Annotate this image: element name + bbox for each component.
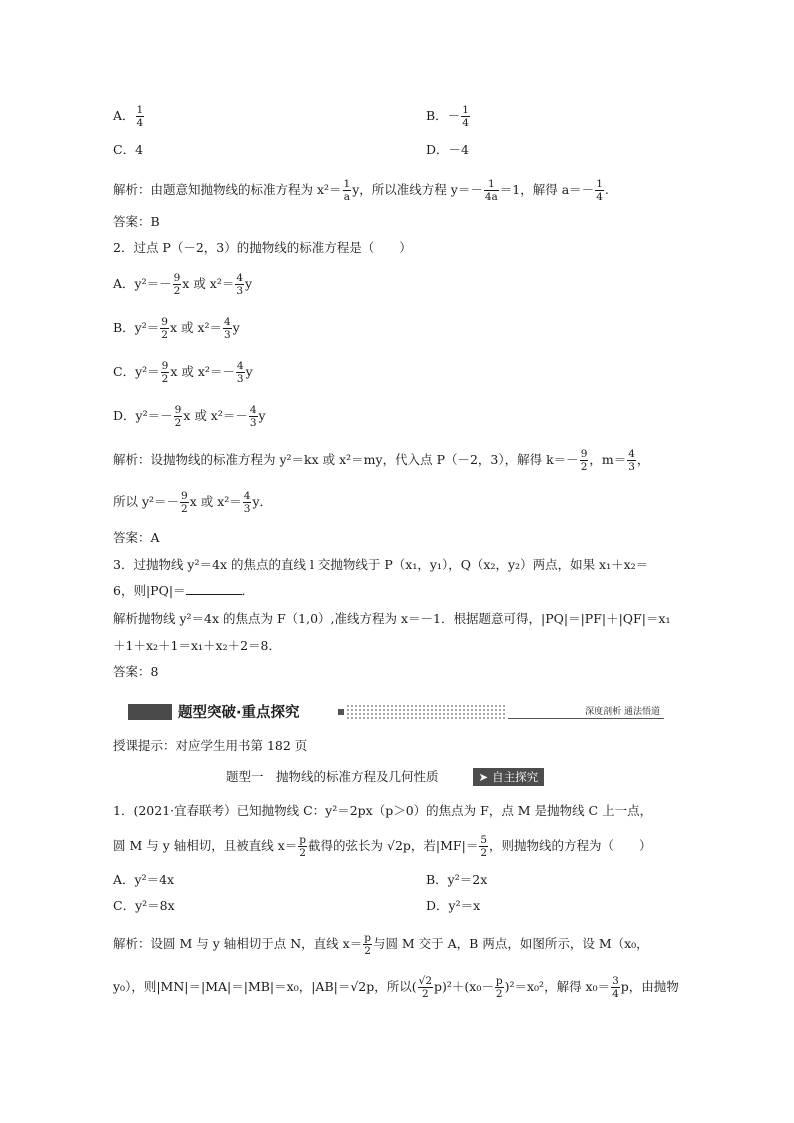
p1-analysis: 解析：设圆 M 与 y 轴相切于点 N，直线 x＝ $\frac{p}{2}$ 与圆 M 交于 A，B 两点，如图所示，设 M（x₀， — [113, 932, 649, 957]
q2-option-d: D．y²＝－ $\frac{9}{2}$ x 或 x²＝－ $\frac{4}{3}$ y — [113, 404, 266, 429]
section-banner — [128, 700, 664, 724]
q2-option-b: B．y²＝ $\frac{9}{2}$ x 或 x²＝ $\frac{4}{3}$ y — [113, 316, 240, 341]
q3-stem: 3．过抛物线 y²＝4x 的焦点的直线 l 交抛物线于 P（x₁，y₁），Q（x₂，y₂）两点，如果 x₁＋x₂＝ — [113, 557, 649, 572]
p1-option-c: C．y²＝8x D．y²＝x — [113, 896, 175, 916]
q3-analysis-cont: ＋1＋x₂＋1＝x₁＋x₂＋2＝8． — [113, 638, 281, 653]
fraction: $\frac{1}{4}$ — [136, 104, 144, 129]
p1-option-b: B．y²＝2x — [426, 872, 488, 887]
banner-subtitle: 深度剖析 通法悟道 — [585, 707, 660, 717]
banner-dots — [346, 704, 506, 720]
q2-analysis: 解析：设抛物线的标准方程为 y²＝kx 或 x²＝my，代入点 P（－2，3），解得 k＝－ $\frac{9}{2}$ ，m＝ $\frac{4}{3}$ ， — [113, 448, 650, 473]
banner-square — [338, 709, 344, 715]
p1-analysis-cont: y₀），则|MN|＝|MA|＝|MB|＝x₀，|AB|＝√2p，所以( $\frac{√2}{2}$ p)²＋(x₀－ $\frac{p}{2}$ )²＝x₀²，解得 x₀＝ $\frac{3}{4}$ p，由抛物 — [113, 975, 679, 1000]
self-explore-tag: ➤ 自主探究 — [473, 768, 545, 786]
banner-rule — [508, 718, 664, 719]
q2-stem: 2．过点 P（－2，3）的抛物线的标准方程是（ ） — [113, 240, 412, 255]
p1-stem: 1．(2021·宜春联考）已知抛物线 C：y²＝2px（p＞0）的焦点为 F，点 M 是抛物线 C 上一点， — [113, 803, 653, 818]
type-heading: 题型一 抛物线的标准方程及几何性质 ➤ 自主探究 — [226, 767, 544, 786]
banner-title: 题型突破·重点探究 — [178, 705, 300, 721]
arrow-icon: ➤ — [478, 770, 489, 784]
q2-answer: 答案：A — [113, 530, 160, 545]
q3-stem-cont: 6，则|PQ|＝ ． — [113, 583, 255, 598]
q1-analysis: 解析：由题意知抛物线的标准方程为 x²＝ $\frac{1}{a}$ y，所以准线方程 y＝－ $\frac{1}{4a}$ ＝1，解得 a＝－ $\frac{1}{4}$ . — [113, 178, 609, 203]
answer-blank — [186, 582, 242, 595]
teaching-hint: 授课提示：对应学生用书第 182 页 — [113, 738, 308, 753]
q1-option-d: D．－4 — [426, 142, 469, 157]
q3-analysis: 解析抛物线 y²＝4x 的焦点为 F（1,0）,准线方程为 x＝－1．根据题意可得，|PQ|＝|PF|＋|QF|＝x₁ — [113, 611, 671, 626]
q1-option-b: B．－ $\frac{1}{4}$ — [426, 104, 469, 129]
q1-answer: 答案：B — [113, 214, 160, 229]
p1-stem-cont: 圆 M 与 y 轴相切，且被直线 x＝ $\frac{p}{2}$ 截得的弦长为 √2p，若|MF|＝ $\frac{5}{2}$ ，则抛物线的方程为（ ） — [113, 834, 652, 859]
q2-option-c: C．y²＝ $\frac{9}{2}$ x 或 x²＝－ $\frac{4}{3}$ y — [113, 360, 253, 385]
q3-answer: 答案：8 — [113, 664, 159, 679]
q2-option-a: A．y²＝－ $\frac{9}{2}$ x 或 x²＝ $\frac{4}{3}$ y — [113, 272, 253, 297]
p1-option-a: A．y²＝4x B．y²＝2x — [113, 870, 174, 890]
p1-option-d: D．y²＝x — [426, 898, 481, 913]
banner-bar — [128, 704, 172, 720]
q2-analysis-cont: 所以 y²＝－ $\frac{9}{2}$ x 或 x²＝ $\frac{4}{3}$ y． — [113, 490, 273, 515]
q1-option-a: A． $\frac{1}{4}$ B．－ $\frac{1}{4}$ — [113, 104, 469, 129]
q1-option-c: C．4 D．－4 — [113, 140, 143, 160]
